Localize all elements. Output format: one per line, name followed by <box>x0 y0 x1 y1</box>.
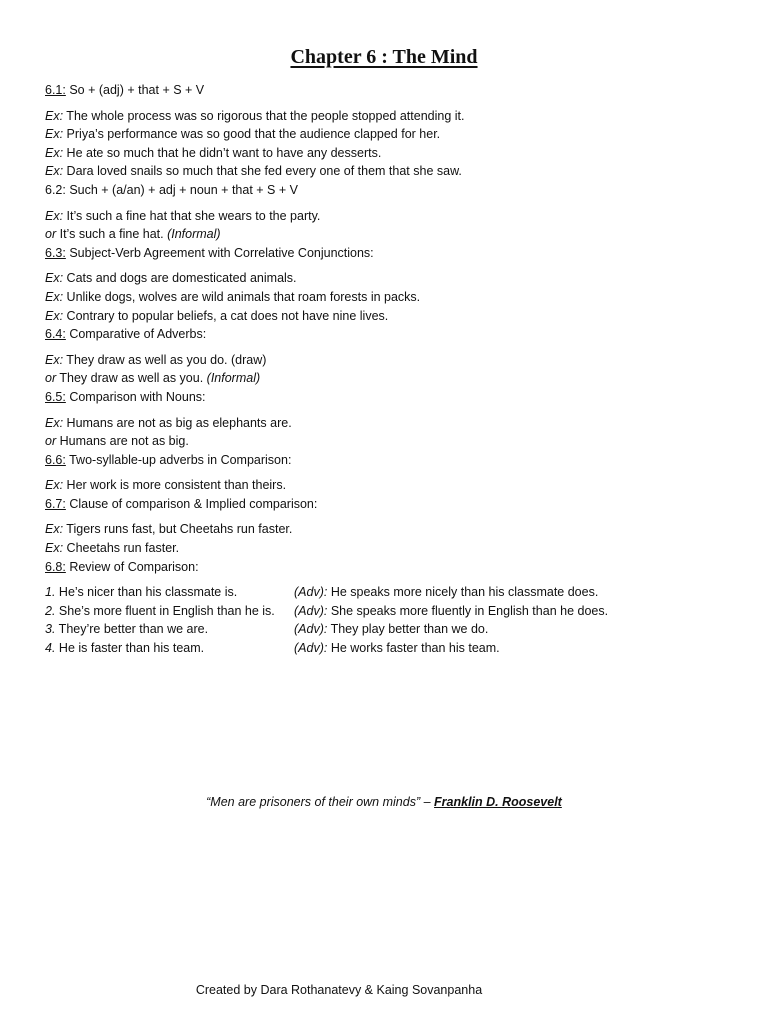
example-line <box>45 107 725 126</box>
section-6-4-heading <box>45 325 725 344</box>
row-number: 4. <box>45 641 56 656</box>
section-number: 6.3: <box>45 245 66 260</box>
row-number: 2. <box>45 603 56 618</box>
adjective-sentence <box>45 602 294 621</box>
informal-note: (Informal) <box>206 371 261 386</box>
footer-credits: Created by Dara Rothanatevy & Kaing Sovanpanha <box>195 983 483 997</box>
adjective-text: He’s nicer than his classmate is. <box>55 585 238 600</box>
row-number: 1. <box>45 585 56 600</box>
adjective-text: She’s more fluent in English than he is. <box>55 603 275 618</box>
adverb-text: She speaks more fluently in English than he does. <box>327 603 609 618</box>
section-6-6-heading <box>45 451 725 470</box>
example-label: Ex: <box>45 289 64 304</box>
chapter-title: Chapter 6 : The Mind <box>290 46 478 68</box>
example-label: Ex: <box>45 522 64 537</box>
example-label: Ex: <box>45 164 64 179</box>
example-text: Unlike dogs, wolves are wild animals that roam forests in packs. <box>63 289 421 304</box>
example-line <box>45 520 725 539</box>
example-line <box>45 351 725 370</box>
alternative-line <box>45 369 725 388</box>
example-line <box>45 207 725 226</box>
section-6-2-heading: 6.2: Such + (a/an) + adj + noun + that + S + V <box>45 182 298 197</box>
example-label: Ex: <box>45 145 64 160</box>
alternative-text: It’s such a fine hat. <box>56 227 168 242</box>
adverb-sentence <box>294 620 488 639</box>
adverb-text: They play better than we do. <box>327 622 489 637</box>
or-label: or <box>45 434 57 449</box>
example-text: The whole process was so rigorous that the people stopped attending it. <box>63 108 465 123</box>
comparison-review-table <box>45 583 725 657</box>
adjective-sentence <box>45 583 294 602</box>
example-label: Ex: <box>45 541 64 556</box>
section-rule: Clause of comparison & Implied comparison: <box>65 496 318 511</box>
document-body <box>45 81 725 658</box>
adverb-sentence <box>294 583 598 602</box>
alternative-line <box>45 225 725 244</box>
alternative-text: They draw as well as you. <box>56 371 207 386</box>
example-label: Ex: <box>45 127 64 142</box>
example-line <box>45 144 725 163</box>
comparison-row <box>45 620 725 639</box>
example-line <box>45 539 725 558</box>
section-number: 6.8: <box>45 559 66 574</box>
or-label: or <box>45 227 57 242</box>
example-line <box>45 125 725 144</box>
example-line <box>45 476 725 495</box>
section-number: 6.6: <box>45 452 66 467</box>
section-rule: Two-syllable-up adverbs in Comparison: <box>65 452 292 467</box>
adv-label: (Adv): <box>294 603 328 618</box>
example-text: Priya’s performance was so good that the audience clapped for her. <box>63 127 441 142</box>
example-label: Ex: <box>45 271 64 286</box>
adverb-sentence <box>294 602 608 621</box>
section-6-3-heading <box>45 244 725 263</box>
example-label: Ex: <box>45 308 64 323</box>
example-label: Ex: <box>45 415 64 430</box>
alternative-line <box>45 432 725 451</box>
section-rule: Review of Comparison: <box>65 559 199 574</box>
example-text: Contrary to popular beliefs, a cat does not have nine lives. <box>63 308 389 323</box>
adjective-text: They’re better than we are. <box>55 622 209 637</box>
example-line <box>45 162 725 181</box>
section-number: 6.5: <box>45 389 66 404</box>
section-6-7-heading <box>45 495 725 514</box>
adv-label: (Adv): <box>294 622 328 637</box>
section-rule: Subject-Verb Agreement with Correlative Conjunctions: <box>65 245 374 260</box>
example-label: Ex: <box>45 108 64 123</box>
adv-label: (Adv): <box>294 585 328 600</box>
example-line <box>45 307 725 326</box>
example-line <box>45 288 725 307</box>
section-number: 6.7: <box>45 496 66 511</box>
adjective-text: He is faster than his team. <box>55 641 205 656</box>
example-label: Ex: <box>45 352 64 367</box>
quote-dash: – <box>420 795 435 809</box>
comparison-row <box>45 583 725 602</box>
quote-line <box>0 795 768 809</box>
example-text: Her work is more consistent than theirs. <box>63 478 287 493</box>
adverb-text: He works faster than his team. <box>327 641 500 656</box>
example-line <box>45 269 725 288</box>
example-text: They draw as well as you do. (draw) <box>63 352 267 367</box>
adv-label: (Adv): <box>294 641 328 656</box>
informal-note: (Informal) <box>167 227 221 242</box>
example-text: Cheetahs run faster. <box>63 541 180 556</box>
quote-text: “Men are prisoners of their own minds” <box>206 795 421 809</box>
example-text: Humans are not as big as elephants are. <box>63 415 292 430</box>
row-number: 3. <box>45 622 56 637</box>
alternative-text: Humans are not as big. <box>56 434 189 449</box>
example-text: Tigers runs fast, but Cheetahs run faster. <box>63 522 293 537</box>
example-text: Cats and dogs are domesticated animals. <box>63 271 297 286</box>
section-6-1-heading <box>45 81 725 100</box>
example-text: It’s such a fine hat that she wears to the party. <box>63 208 321 223</box>
adjective-sentence <box>45 639 294 658</box>
section-rule: Comparative of Adverbs: <box>65 327 207 342</box>
comparison-row <box>45 602 725 621</box>
section-number: 6.1: <box>45 83 66 97</box>
section-6-8-heading <box>45 558 725 577</box>
example-text: Dara loved snails so much that she fed every one of them that she saw. <box>63 164 462 179</box>
example-line <box>45 414 725 433</box>
example-label: Ex: <box>45 208 64 223</box>
quote-author: Franklin D. Roosevelt <box>434 795 562 809</box>
adjective-sentence <box>45 620 294 639</box>
example-label: Ex: <box>45 478 64 493</box>
comparison-row <box>45 639 725 658</box>
section-rule: Comparison with Nouns: <box>65 389 206 404</box>
example-text: He ate so much that he didn’t want to have any desserts. <box>63 145 382 160</box>
or-label: or <box>45 371 57 386</box>
section-number: 6.4: <box>45 327 66 342</box>
section-rule: So + (adj) + that + S + V <box>65 83 205 97</box>
adverb-text: He speaks more nicely than his classmate does. <box>327 585 599 600</box>
section-6-5-heading <box>45 388 725 407</box>
adverb-sentence <box>294 639 500 658</box>
